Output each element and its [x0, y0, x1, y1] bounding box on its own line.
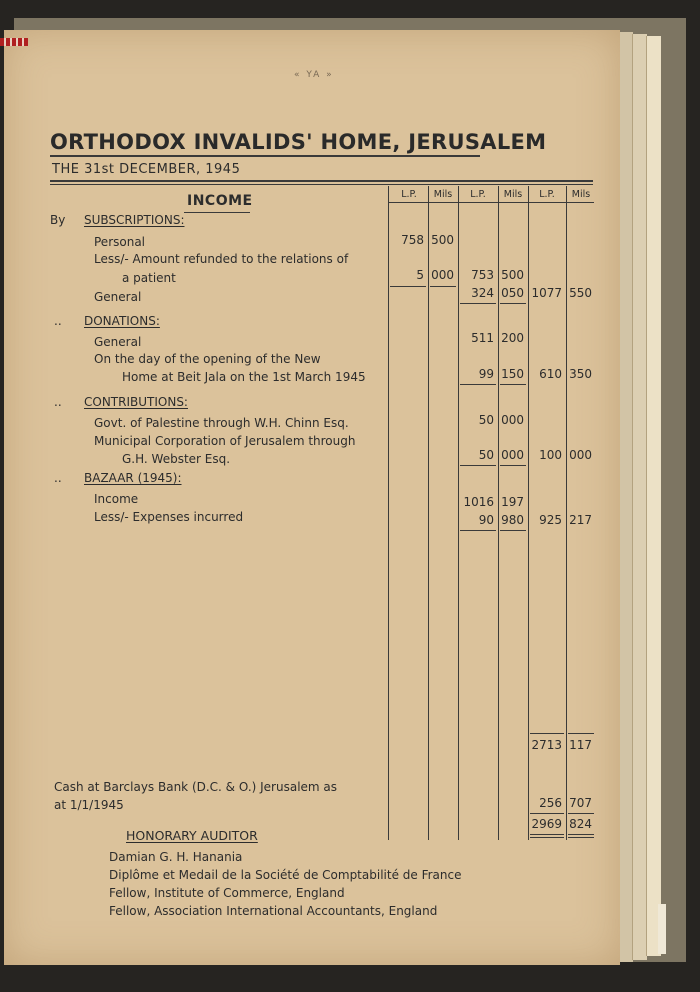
page-number: « YA » — [294, 70, 334, 80]
cash-mils: 707 — [569, 796, 592, 810]
grand-total-mils: 824 — [569, 817, 592, 831]
amount-lp: 99 — [478, 367, 494, 381]
amount-mils: 000 — [501, 413, 524, 427]
amount-mils: 000 — [501, 448, 524, 462]
col-header-mils: Mils — [571, 189, 591, 200]
contributions-heading: CONTRIBUTIONS: — [84, 395, 188, 409]
amount-lp: 1016 — [463, 495, 494, 509]
sum-rule — [568, 813, 594, 814]
sum-rule — [430, 286, 456, 287]
double-rule — [568, 834, 594, 835]
amount-mils: 000 — [569, 448, 592, 462]
amount-mils: 150 — [501, 367, 524, 381]
col-header-lp: L.P. — [470, 189, 486, 200]
don-opening-label-cont: Home at Beit Jala on the 1st March 1945 — [122, 370, 366, 384]
sum-rule — [530, 813, 564, 814]
col-header-lp: L.P. — [401, 189, 417, 200]
sum-rule — [390, 286, 426, 287]
don-general-label: General — [94, 335, 142, 349]
amount-lp: 511 — [471, 331, 494, 345]
amount-mils: 197 — [501, 495, 524, 509]
amount-lp: 758 — [401, 233, 424, 247]
amount-lp: 100 — [539, 448, 562, 462]
refund-label-cont: a patient — [122, 271, 176, 285]
page-edge — [646, 36, 661, 956]
amount-mils: 550 — [569, 286, 592, 300]
col-header-lp: L.P. — [539, 189, 555, 200]
subs-general-label: General — [94, 290, 142, 304]
auditor-qualification: Fellow, Association International Accountants, England — [109, 904, 438, 918]
income-underline — [184, 212, 250, 213]
row-prefix: .. — [54, 314, 62, 328]
amount-mils: 050 — [501, 286, 524, 300]
amount-lp: 5 — [416, 268, 424, 282]
municipal-label: Municipal Corporation of Jerusalem through — [94, 434, 356, 448]
sum-rule — [460, 530, 496, 531]
auditor-heading: HONORARY AUDITOR — [126, 828, 258, 843]
report-date: THE 31st DECEMBER, 1945 — [52, 162, 241, 177]
page-edge — [618, 32, 633, 962]
col-header-mils: Mils — [433, 189, 453, 200]
amount-lp: 925 — [539, 513, 562, 527]
auditor-name: Damian G. H. Hanania — [109, 850, 243, 864]
col-header-underline — [388, 202, 594, 203]
cash-lp: 256 — [539, 796, 562, 810]
amount-mils: 500 — [501, 268, 524, 282]
subscriptions-heading: SUBSCRIPTIONS: — [84, 213, 185, 227]
auditor-qualification: Fellow, Institute of Commerce, England — [109, 886, 345, 900]
municipal-label-cont: G.H. Webster Esq. — [122, 452, 231, 466]
header-rule-thin — [50, 184, 593, 185]
paper-clip — [658, 904, 666, 954]
column-line — [388, 186, 389, 840]
amount-mils: 200 — [501, 331, 524, 345]
sum-rule — [500, 303, 526, 304]
sum-rule — [500, 384, 526, 385]
row-prefix: .. — [54, 471, 62, 485]
double-rule — [568, 837, 594, 838]
ledger-page — [4, 30, 620, 965]
don-opening-label: On the day of the opening of the New — [94, 352, 321, 366]
income-heading: INCOME — [187, 193, 253, 209]
page-title: ORTHODOX INVALIDS' HOME, JERUSALEM — [50, 130, 547, 154]
cash-label: Cash at Barclays Bank (D.C. & O.) Jerusalem as — [54, 780, 338, 794]
bazaar-income-label: Income — [94, 492, 139, 506]
refund-label: Less/- Amount refunded to the relations of — [94, 252, 349, 266]
amount-lp: 1077 — [531, 286, 562, 300]
double-rule — [530, 837, 564, 838]
column-line — [428, 186, 429, 840]
bazaar-expenses-label: Less/- Expenses incurred — [94, 510, 244, 524]
bazaar-heading: BAZAAR (1945): — [84, 471, 182, 485]
grand-total-lp: 2969 — [531, 817, 562, 831]
personal-label: Personal — [94, 235, 146, 249]
donations-heading: DONATIONS: — [84, 314, 160, 328]
amount-lp: 324 — [471, 286, 494, 300]
auditor-qualification: Diplôme et Medail de la Société de Comptabilité de France — [109, 868, 462, 882]
amount-mils: 217 — [569, 513, 592, 527]
amount-lp: 50 — [478, 448, 494, 462]
sum-rule — [460, 465, 496, 466]
govt-label: Govt. of Palestine through W.H. Chinn Esq. — [94, 416, 349, 430]
amount-lp: 753 — [471, 268, 494, 282]
header-rule — [50, 180, 593, 182]
subtotal-lp: 2713 — [531, 738, 562, 752]
binding-tape — [0, 38, 28, 46]
col-header-mils: Mils — [503, 189, 523, 200]
amount-mils: 500 — [431, 233, 454, 247]
title-rule — [50, 155, 480, 157]
amount-lp: 610 — [539, 367, 562, 381]
amount-mils: 350 — [569, 367, 592, 381]
sum-rule — [500, 530, 526, 531]
amount-lp: 50 — [478, 413, 494, 427]
cash-label-cont: at 1/1/1945 — [54, 798, 124, 812]
subtotal-mils: 117 — [569, 738, 592, 752]
sum-rule — [568, 733, 594, 734]
sum-rule — [500, 465, 526, 466]
sum-rule — [530, 733, 564, 734]
page-edge — [632, 34, 647, 960]
amount-mils: 000 — [431, 268, 454, 282]
amount-mils: 980 — [501, 513, 524, 527]
row-prefix: .. — [54, 395, 62, 409]
double-rule — [530, 834, 564, 835]
row-prefix: By — [50, 213, 66, 227]
sum-rule — [460, 384, 496, 385]
sum-rule — [460, 303, 496, 304]
amount-lp: 90 — [478, 513, 494, 527]
